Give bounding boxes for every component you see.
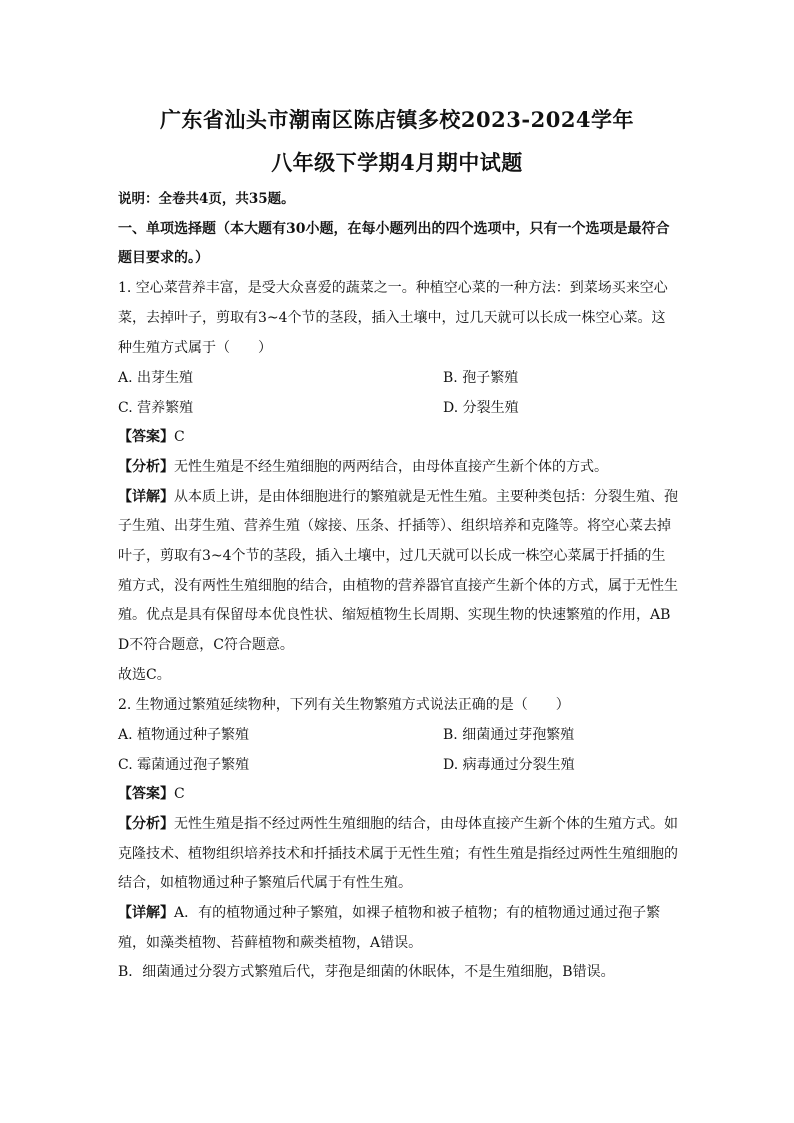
question-1-detail — [118, 483, 678, 661]
question-2-options — [118, 720, 678, 780]
answer-value: C — [174, 786, 185, 803]
answer-value: C — [174, 429, 185, 446]
question-2-option-d: D. 病毒通过分裂生殖 — [443, 757, 575, 774]
question-2-detail — [118, 899, 678, 958]
section-header: 一、单项选择题（本大题有30小题，在每小题列出的四个选项中，只有一个选项是最符合题目要求的。） — [118, 220, 670, 267]
question-1-option-b: B. 孢子繁殖 — [443, 370, 519, 387]
detail-text-a: A．有的植物通过种子繁殖，如裸子植物和被子植物；有的植物通过通过孢子繁殖，如藻类植物、苔藓植物和蕨类植物，A错误。 — [118, 905, 661, 951]
question-1-option-d: D. 分裂生殖 — [443, 400, 519, 417]
exam-note: 说明：全卷共4页，共35题。 — [118, 191, 295, 207]
analysis-text: 无性生殖是不经生殖细胞的两两结合，由母体直接产生新个体的方式。 — [174, 458, 608, 475]
question-1-options — [118, 363, 678, 423]
question-2-answer — [118, 780, 678, 810]
document-title-line2: 八年级下学期4月期中试题 — [271, 150, 523, 175]
question-2-option-a: A. 植物通过种子繁殖 — [118, 727, 250, 744]
question-1-conclusion: 故选C。 — [118, 666, 171, 683]
question-2-analysis — [118, 810, 678, 899]
answer-tag: 【答案】 — [118, 786, 174, 803]
analysis-tag: 【分析】 — [118, 815, 174, 832]
detail-tag: 【详解】 — [118, 488, 174, 505]
analysis-text: 无性生殖是指不经过两性生殖细胞的结合，由母体直接产生新个体的生殖方式。如克隆技术、植物组织培养技术和扦插技术属于无性生殖；有性生殖是指经过两性生殖细胞的结合，如植物通过种子繁殖后代属于有性生殖。 — [118, 815, 678, 892]
question-2-option-b: B. 细菌通过芽孢繁殖 — [443, 727, 575, 744]
question-2-stem: 2. 生物通过繁殖延续物种，下列有关生物繁殖方式说法正确的是（ ） — [118, 696, 570, 713]
question-1-option-a: A. 出芽生殖 — [118, 370, 194, 387]
analysis-tag: 【分析】 — [118, 458, 174, 475]
document-body — [118, 185, 678, 988]
question-1-option-c: C. 营养繁殖 — [118, 400, 194, 417]
question-1-answer — [118, 423, 678, 453]
question-2-detail-b: B．细菌通过分裂方式繁殖后代，芽孢是细菌的休眠体，不是生殖细胞，B错误。 — [118, 964, 615, 981]
question-1-analysis — [118, 453, 678, 483]
question-2-option-c: C. 霉菌通过孢子繁殖 — [118, 757, 250, 774]
detail-text: 从本质上讲，是由体细胞进行的繁殖就是无性生殖。主要种类包括：分裂生殖、孢子生殖、出芽生殖、营养生殖（嫁接、压条、扦插等）、组织培养和克隆等。将空心菜去掉叶子，剪取有3~4个节的茎段，插入土壤中，过几天就可以长成一株空心菜属于扦插的生殖方式，没有两性生殖细胞的结合，由植物的营养器官直接产生新个体的方式，属于无性生殖。优点是具有保留母本优良性状、缩短植物生长周期、实现生物的快速繁殖的作用，ABD不符合题意，C符合题意。 — [118, 488, 678, 654]
document-title-line1: 广东省汕头市潮南区陈店镇多校2023-2024学年 — [159, 107, 635, 132]
detail-tag: 【详解】 — [118, 905, 174, 922]
question-1-stem: 1. 空心菜营养丰富，是受大众喜爱的蔬菜之一。种植空心菜的一种方法：到菜场买来空心菜，去掉叶子，剪取有3~4个节的茎段，插入土壤中，过几天就可以长成一株空心菜。这种生殖方式属于（ ） — [118, 280, 668, 356]
answer-tag: 【答案】 — [118, 429, 174, 446]
